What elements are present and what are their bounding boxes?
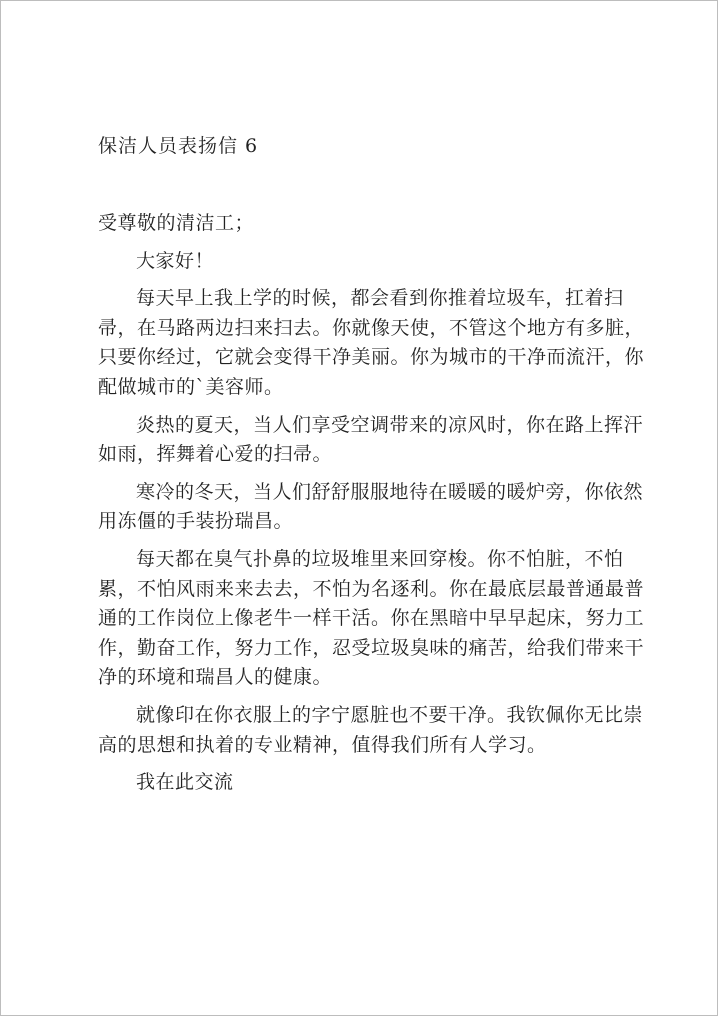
paragraph-summer: [98, 411, 644, 470]
paragraph-winter: [98, 478, 644, 537]
paragraph-line: 就像印在你衣服上的字宁愿脏也不要干净。我钦佩你无比崇: [136, 703, 644, 726]
letter-body: [98, 209, 645, 806]
paragraph-line: 大家好！: [136, 249, 215, 272]
paragraph-morning: [98, 284, 645, 402]
paragraph-line: 我在此交流: [136, 771, 234, 794]
paragraph-line: 帚，在马路两边扫来扫去。你就像天使，不管这个地方有多脏，: [98, 316, 645, 339]
paragraph-line: 通的工作岗位上像老牛一样干活。你在黑暗中早早起床，努力工: [98, 607, 645, 630]
salutation: 受尊敬的清洁工；: [98, 212, 255, 234]
paragraph-greeting: [98, 247, 640, 277]
paragraph-daily-work: [98, 545, 645, 693]
paragraph-line: 炎热的夏天，当人们享受空调带来的凉风时，你在路上挥汗: [136, 413, 644, 436]
paragraph-line: 每天早上我上学的时候，都会看到你推着垃圾车，扛着扫: [136, 287, 624, 310]
paragraph-line: 用冻僵的手装扮瑞昌。: [98, 510, 294, 533]
paragraph-line: 如雨，挥舞着心爱的扫帚。: [98, 443, 333, 466]
paragraph-line: 净的环境和瑞昌人的健康。: [98, 666, 333, 689]
paragraph-closing: [98, 768, 640, 798]
paragraph-admiration: [98, 701, 644, 760]
paragraph-line: 配做城市的`美容师。: [98, 375, 284, 398]
paragraph-line: 累，不怕风雨来来去去，不怕为名逐利。你在最底层最普通最普: [98, 577, 645, 600]
paragraph-line: 寒冷的冬天，当人们舒舒服服地待在暖暖的暖炉旁，你依然: [136, 480, 644, 503]
paragraph-line: 高的思想和执着的专业精神，值得我们所有人学习。: [98, 733, 547, 756]
paragraph-line: 作，勤奋工作，努力工作，忍受垃圾臭味的痛苦，给我们带来干: [98, 636, 645, 659]
paragraph-line: 每天都在臭气扑鼻的垃圾堆里来回穿梭。你不怕脏，不怕: [136, 547, 624, 570]
document-title: 保洁人员表扬信 6: [98, 135, 259, 157]
paragraph-line: 只要你经过，它就会变得干净美丽。你为城市的干净而流汗，你: [98, 346, 645, 369]
